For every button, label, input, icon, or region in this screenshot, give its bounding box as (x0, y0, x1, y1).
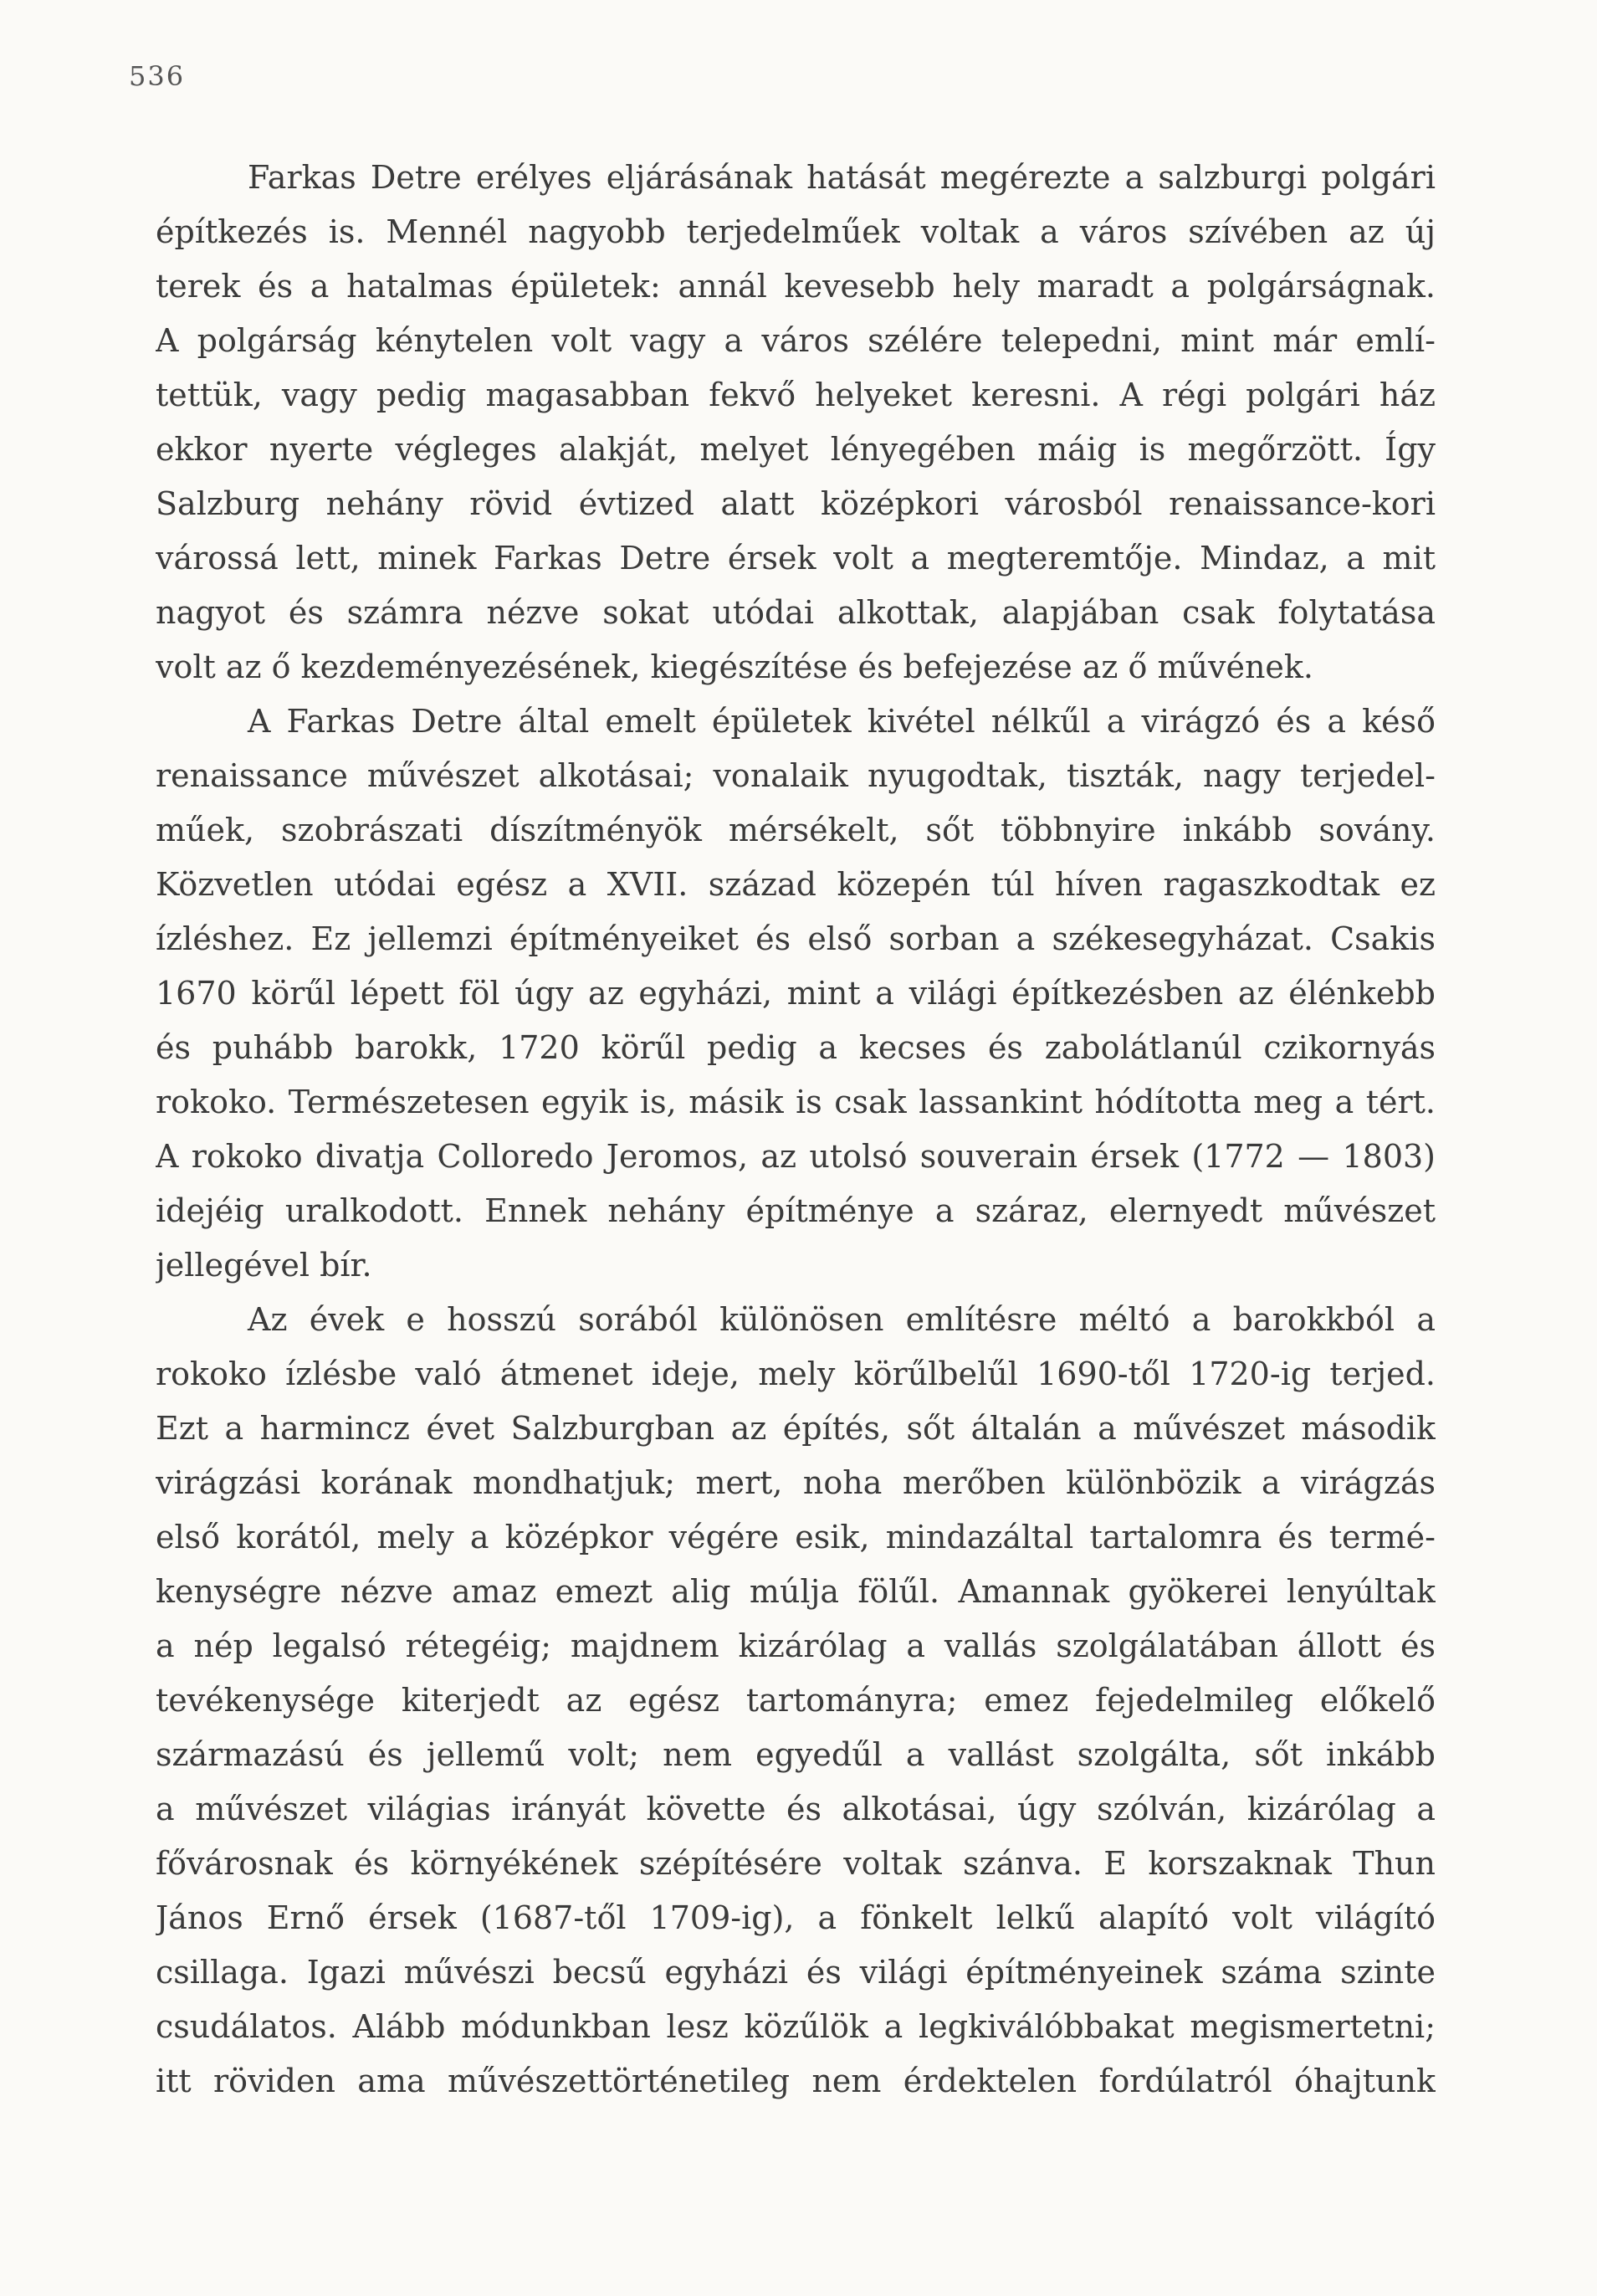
text-line: A polgárság kénytelen volt vagy a város szélére telepedni, mint már emlí- (156, 322, 1436, 359)
text-line: A Farkas Detre által emelt épületek kivétel nélkűl a virágzó és a késő (248, 703, 1436, 740)
text-line: rokoko. Természetesen egyik is, másik is csak lassankint hódította meg a tért. (156, 1084, 1436, 1120)
text-line: építkezés is. Mennél nagyobb terjedelműek voltak a város szívében az új (156, 213, 1436, 250)
text-line: csillaga. Igazi művészi becsű egyházi és világi építményeinek száma szinte (156, 1954, 1436, 1991)
text-line: nagyot és számra nézve sokat utódai alkottak, alapjában csak folytatása (156, 594, 1436, 631)
text-line: és puhább barokk, 1720 körűl pedig a kecses és zabolátlanúl czikornyás (156, 1029, 1436, 1066)
text-line: ekkor nyerte végleges alakját, melyet lényegében máig is megőrzött. Így (156, 431, 1436, 468)
text-line: első korától, mely a középkor végére esik, mindazáltal tartalomra és termé- (156, 1519, 1436, 1555)
text-line: Közvetlen utódai egész a XVII. század közepén túl híven ragaszkodtak ez (156, 866, 1436, 903)
text-line: műek, szobrászati díszítményök mérsékelt, sőt többnyire inkább sovány. (156, 812, 1436, 848)
text-line: itt röviden ama művészettörténetileg nem érdektelen fordúlatról óhajtunk (156, 2063, 1436, 2099)
text-line: rokoko ízlésbe való átmenet ideje, mely körűlbelűl 1690-től 1720-ig terjed. (156, 1356, 1436, 1392)
text-line: jellegével bír. (156, 1247, 372, 1284)
text-line: tettük, vagy pedig magasabban fekvő helyeket keresni. A régi polgári ház (156, 377, 1436, 413)
text-line: csudálatos. Alább módunkban lesz közűlök a legkiválóbbakat megismertetni; (156, 2008, 1436, 2045)
text-line: Az évek e hosszú sorából különösen említésre méltó a barokkból a (248, 1301, 1436, 1338)
text-line: kenységre nézve amaz emezt alig múlja fölűl. Amannak gyökerei lenyúltak (156, 1573, 1436, 1610)
text-line: János Ernő érsek (1687-től 1709-ig), a fönkelt lelkű alapító volt világító (156, 1899, 1436, 1936)
text-line: fővárosnak és környékének szépítésére voltak szánva. E korszaknak Thun (156, 1845, 1436, 1882)
text-line: a művészet világias irányát követte és alkotásai, úgy szólván, kizárólag a (156, 1791, 1436, 1827)
page-number: 536 (129, 60, 186, 92)
body-text (156, 151, 1436, 2109)
text-line: virágzási korának mondhatjuk; mert, noha merőben különbözik a virágzás (156, 1464, 1436, 1501)
text-line: tevékenysége kiterjedt az egész tartományra; emez fejedelmileg előkelő (156, 1682, 1436, 1719)
text-line: 1670 körűl lépett föl úgy az egyházi, mint a világi építkezésben az élénkebb (156, 975, 1436, 1012)
text-line: idejéig uralkodott. Ennek nehány építménye a száraz, elernyedt művészet (156, 1192, 1436, 1229)
text-line: Salzburg nehány rövid évtized alatt középkori városból renaissance-kori (156, 485, 1436, 522)
text-line: volt az ő kezdeményezésének, kiegészítése és befejezése az ő művének. (156, 648, 1314, 685)
text-line: a nép legalsó rétegéig; majdnem kizárólag a vallás szolgálatában állott és (156, 1627, 1436, 1664)
text-line: várossá lett, minek Farkas Detre érsek volt a megteremtője. Mindaz, a mit (156, 540, 1436, 577)
text-line: származású és jellemű volt; nem egyedűl a vallást szolgálta, sőt inkább (156, 1736, 1436, 1773)
text-line: ízléshez. Ez jellemzi építményeiket és első sorban a székesegyházat. Csakis (156, 920, 1436, 957)
text-line: Ezt a harmincz évet Salzburgban az építés, sőt általán a művészet második (156, 1410, 1436, 1447)
text-line: renaissance művészet alkotásai; vonalaik nyugodtak, tiszták, nagy terjedel- (156, 757, 1436, 794)
text-line: terek és a hatalmas épületek: annál kevesebb hely maradt a polgárságnak. (156, 268, 1436, 305)
text-line: Farkas Detre erélyes eljárásának hatását megérezte a salzburgi polgári (248, 159, 1436, 196)
text-line: A rokoko divatja Colloredo Jeromos, az utolsó souverain érsek (1772 — 1803) (156, 1138, 1436, 1175)
